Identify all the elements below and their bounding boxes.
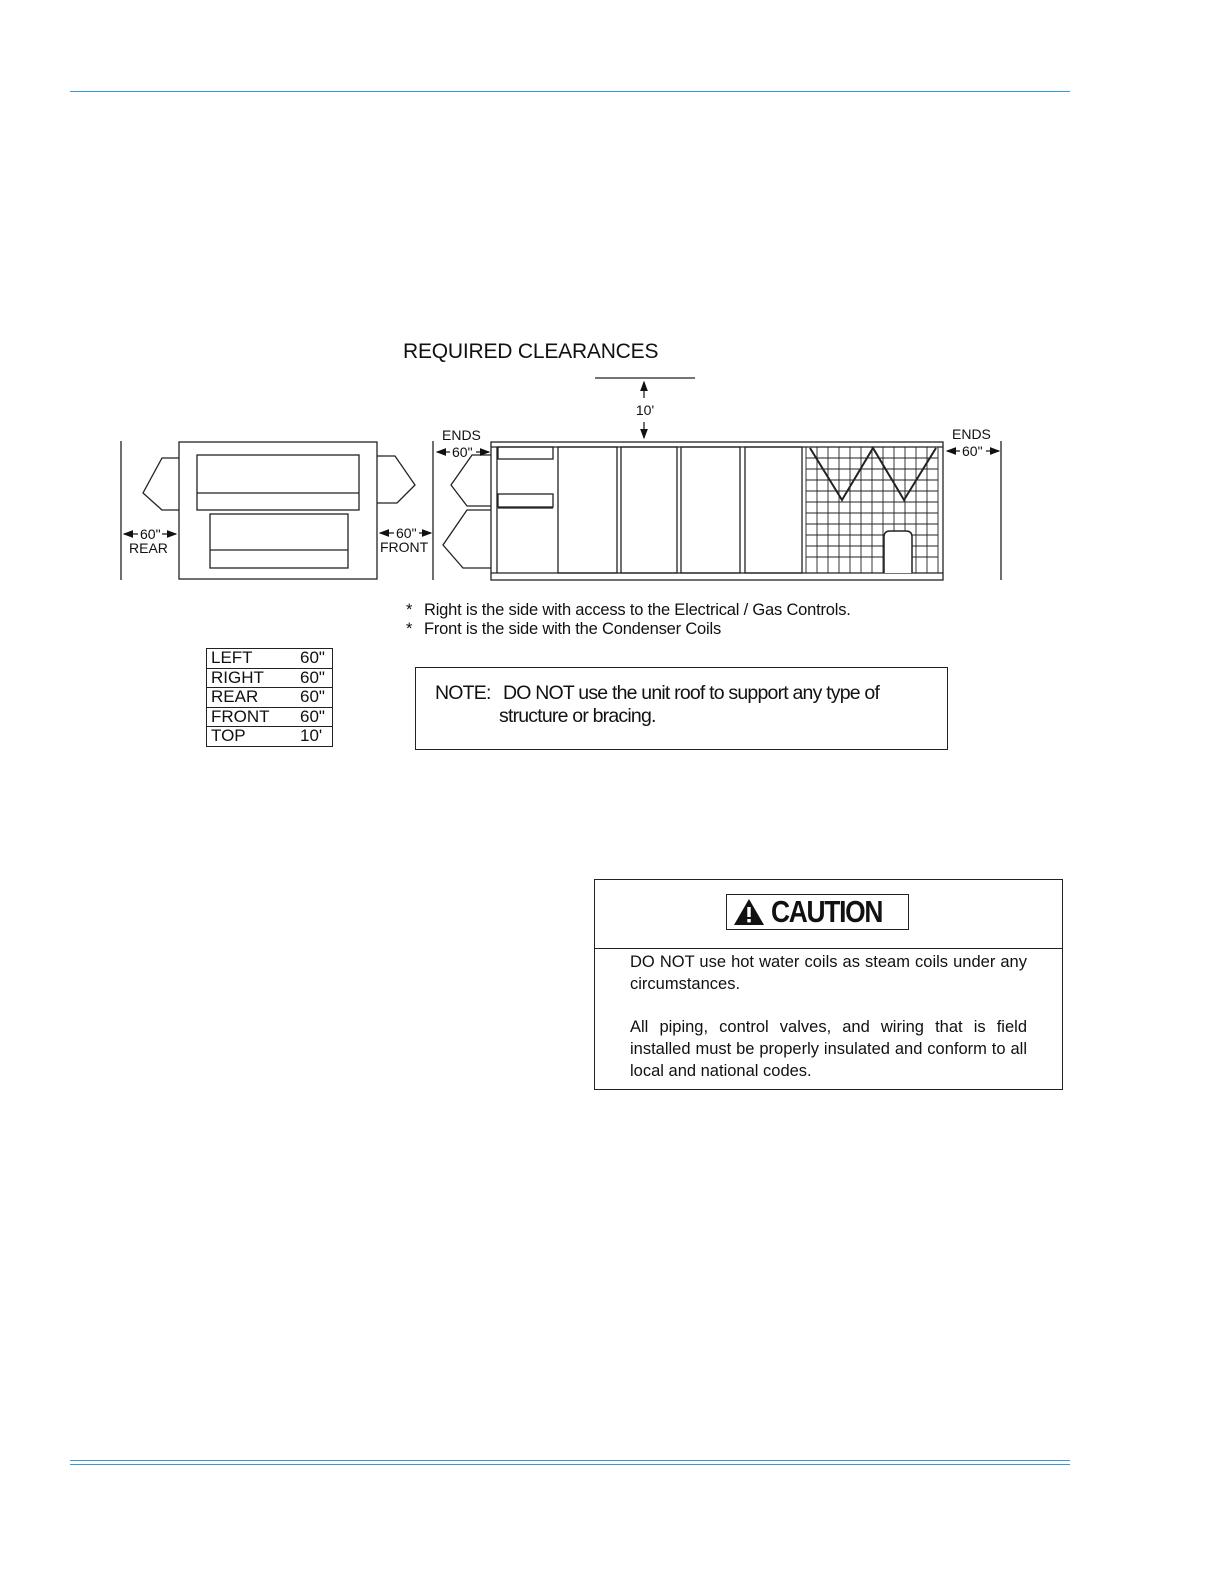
left-ends-dim: 60"	[452, 444, 473, 460]
end-view-unit	[121, 441, 433, 580]
table-row: RIGHT 60"	[207, 668, 333, 688]
note-box	[415, 667, 948, 750]
caution-paragraph-2: All piping, control valves, and wiring that is field installed must be properly insulated and conform to all local and national codes.	[630, 1018, 1027, 1080]
note-line-2: structure or bracing.	[499, 705, 656, 727]
table-row: LEFT 60"	[207, 649, 333, 669]
top-clearance-label: 10'	[635, 402, 655, 418]
side-view-unit	[443, 441, 1001, 580]
right-ends-title: ENDS	[952, 426, 991, 442]
footer-rule	[70, 1460, 1070, 1465]
footnote-front: * Front is the side with the Condenser Coils	[406, 620, 721, 638]
table-row: TOP 10'	[207, 727, 333, 747]
rear-title: REAR	[129, 540, 168, 556]
right-ends-dim: 60"	[962, 443, 983, 459]
clearance-table	[206, 648, 333, 747]
caution-title: CAUTION	[771, 894, 883, 929]
caution-box	[594, 879, 1063, 1090]
condenser-coil-grid	[806, 447, 938, 573]
footnote-right: * Right is the side with access to the Electrical / Gas Controls.	[406, 601, 851, 619]
note-line-1: DO NOT use the unit roof to support any type of	[503, 682, 880, 704]
figure-title: REQUIRED CLEARANCES	[403, 340, 659, 363]
note-label: NOTE:	[435, 682, 491, 704]
table-row: REAR 60"	[207, 688, 333, 708]
caution-badge	[726, 894, 909, 930]
table-row: FRONT 60"	[207, 707, 333, 727]
front-dim: 60"	[396, 525, 417, 541]
rear-dim: 60"	[140, 526, 161, 542]
left-ends-title: ENDS	[442, 427, 481, 443]
caution-paragraph-1: DO NOT use hot water coils as steam coils under any circumstances.	[630, 953, 1027, 993]
front-title: FRONT	[380, 539, 429, 555]
warning-triangle-icon	[733, 898, 765, 926]
caution-header	[595, 880, 1062, 949]
